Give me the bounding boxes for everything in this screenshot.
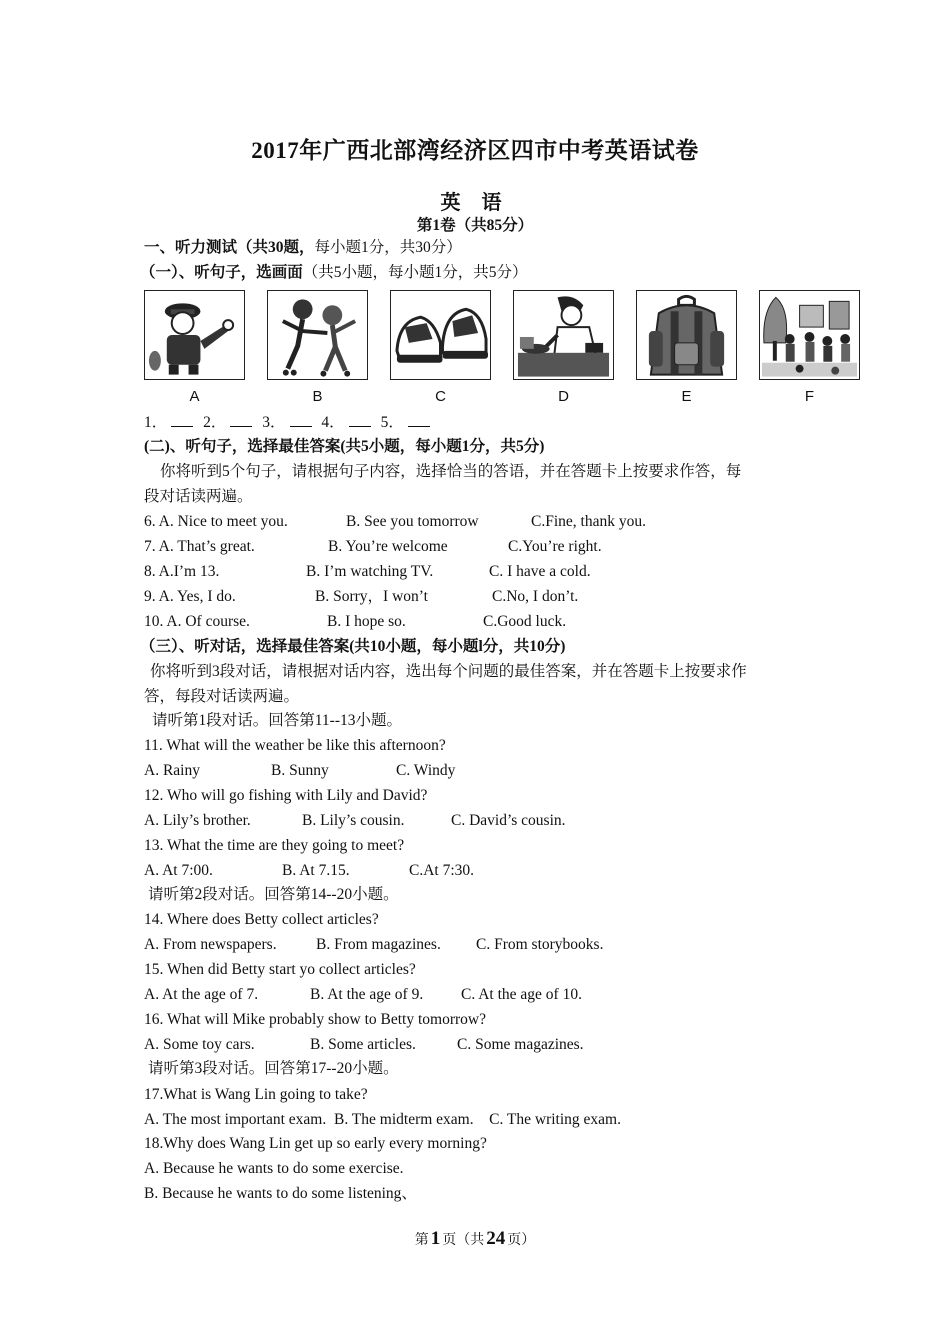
sec3-heading	[140, 637, 565, 657]
q10-option-c: C.Good luck.	[483, 613, 567, 630]
q14-option-b: B. From magazines.	[316, 936, 441, 953]
question-9	[144, 587, 578, 607]
picture-a	[144, 290, 245, 380]
picture-c	[390, 290, 491, 380]
q8-option-a: 8. A.I’m 13.	[144, 563, 220, 580]
question-18: 18.Why does Wang Lin get up so early every morning?	[144, 1135, 487, 1152]
picture-e	[636, 290, 737, 380]
q8-option-b: B. I’m watching TV.	[306, 563, 434, 580]
boy-cooking-icon	[514, 291, 613, 379]
q6-option-b: B. See you tomorrow	[346, 513, 479, 530]
sec3-heading-part3: 分，共	[482, 638, 530, 655]
q11-option-b: B. Sunny	[271, 762, 329, 779]
sec1-heading	[140, 263, 528, 283]
sec3-heading-count: 10	[369, 638, 386, 655]
question-17: 17.What is Wang Lin going to take?	[144, 1086, 368, 1103]
q18-option-a: A. Because he wants to do some exercise.	[144, 1160, 404, 1177]
picture-b	[267, 290, 368, 380]
sec2-instruction-1: 你将听到5个句子，请根据句子内容，选择恰当的答语，并在答题卡上按要求作答，每	[160, 463, 742, 480]
q12-option-c: C. David’s cousin.	[451, 812, 566, 829]
q15-option-c: C. At the age of 10.	[461, 986, 582, 1003]
question-13-options	[144, 861, 474, 881]
answer-blanks	[144, 412, 436, 433]
question-11: 11. What will the weather be like this afternoon?	[144, 737, 446, 754]
q13-option-a: A. At 7:00.	[144, 862, 213, 879]
question-13: 13. What the time are they going to meet?	[144, 837, 405, 854]
question-16: 16. What will Mike probably show to Betty tomorrow?	[144, 1011, 486, 1028]
subject-heading: 英 语	[440, 192, 510, 214]
blank-2[interactable]	[230, 412, 252, 427]
q12-option-b: B. Lily’s cousin.	[302, 812, 405, 829]
question-17-options: A. The most important exam. B. The midterm exam. C. The writing exam.	[144, 1111, 621, 1128]
part1-heading-bold: 一、听力测试（共30题，	[144, 239, 315, 256]
sec3-heading-total: 10	[529, 638, 545, 655]
question-16-options	[144, 1035, 584, 1055]
q16-option-b: B. Some articles.	[310, 1036, 416, 1053]
footer-post: 页）	[507, 1233, 536, 1248]
part1-heading-rest: 每小题1分，共30分）	[314, 239, 462, 256]
picture-label-d: D	[558, 388, 569, 405]
question-10	[144, 612, 566, 632]
q10-option-a: 10. A. Of course.	[144, 613, 250, 630]
question-11-options	[144, 761, 455, 781]
footer-total-pages: 24	[486, 1228, 506, 1249]
volume-heading: 第1卷（共85分）	[416, 217, 534, 234]
q16-option-c: C. Some magazines.	[457, 1036, 584, 1053]
picture-f	[759, 290, 860, 380]
blank-label-1: 1．	[144, 414, 168, 431]
dialogue-2-intro: 请听第2段对话。回答第14--20小题。	[148, 886, 399, 903]
q18-option-b: B. Because he wants to do some listening、	[144, 1185, 417, 1202]
footer-mid: 页（共	[442, 1233, 485, 1248]
picture-row	[144, 290, 862, 410]
q13-option-b: B. At 7.15.	[282, 862, 350, 879]
sec1-heading-bold: （一）、听句子，选画面	[140, 264, 303, 281]
roller-skaters-icon	[268, 291, 367, 379]
q16-option-a: A. Some toy cars.	[144, 1036, 255, 1053]
page-footer	[0, 1228, 950, 1250]
sneakers-icon	[391, 291, 490, 379]
picture-d	[513, 290, 614, 380]
q11-option-a: A. Rainy	[144, 762, 200, 779]
q10-option-b: B. I hope so.	[327, 613, 406, 630]
question-14: 14. Where does Betty collect articles?	[144, 911, 379, 928]
q9-option-a: 9. A. Yes, I do.	[144, 588, 236, 605]
sec1-heading-rest: （共5小题，每小题1分，共5分）	[302, 264, 528, 281]
question-15-options	[144, 985, 582, 1005]
q15-option-b: B. At the age of 9.	[310, 986, 424, 1003]
q9-option-b: B. Sorry，I won’t	[315, 588, 428, 605]
q7-option-a: 7. A. That’s great.	[144, 538, 255, 555]
q14-option-c: C. From storybooks.	[476, 936, 604, 953]
picture-label-a: A	[189, 388, 200, 405]
q14-option-a: A. From newspapers.	[144, 936, 277, 953]
picture-label-c: C	[435, 388, 446, 405]
q12-option-a: A. Lily’s brother.	[144, 812, 251, 829]
crowd-picnic-icon	[760, 291, 859, 379]
q9-option-c: C.No, I don’t.	[492, 588, 579, 605]
question-15: 15. When did Betty start yo collect articles?	[144, 961, 416, 978]
question-14-options	[144, 935, 603, 955]
dialogue-3-intro: 请听第3段对话。回答第17--20小题。	[148, 1060, 399, 1077]
question-8	[144, 562, 591, 582]
question-6	[144, 512, 646, 532]
q13-option-c: C.At 7:30.	[409, 862, 475, 879]
backpack-icon	[637, 291, 736, 379]
exam-title: 2017年广西北部湾经济区四市中考英语试卷	[251, 138, 699, 163]
footer-pre: 第	[414, 1233, 429, 1248]
policeman-icon	[145, 291, 244, 379]
sec3-heading-part2: 小题，每小题	[385, 638, 479, 655]
sec3-heading-part1: （三）、听对话，选择最佳答案(共	[140, 638, 370, 655]
q8-option-c: C. I have a cold.	[489, 563, 591, 580]
q11-option-c: C. Windy	[396, 762, 456, 779]
q7-option-b: B. You’re welcome	[328, 538, 448, 555]
part1-heading	[144, 238, 462, 258]
q15-option-a: A. At the age of 7.	[144, 986, 259, 1003]
sec3-heading-part4: 分)	[544, 638, 566, 655]
question-12-options	[144, 811, 566, 831]
picture-label-f: F	[804, 388, 815, 405]
q6-option-c: C.Fine, thank you.	[531, 513, 646, 530]
sec3-heading-score: l	[478, 638, 483, 655]
blank-1[interactable]	[171, 412, 193, 427]
sec2-instruction-2: 段对话读两遍。	[144, 488, 253, 505]
question-12: 12. Who will go fishing with Lily and David?	[144, 787, 428, 804]
blank-label-5: 5．	[380, 414, 404, 431]
q6-option-a: 6. A. Nice to meet you.	[144, 513, 288, 530]
sec3-instruction-2: 答，每段对话读两遍。	[144, 688, 300, 705]
blank-label-3: 3．	[262, 414, 286, 431]
blank-3[interactable]	[290, 412, 312, 427]
picture-label-e: E	[681, 388, 692, 405]
blank-label-2: 2．	[203, 414, 227, 431]
sec2-heading: (二)、听句子，选择最佳答案(共5小题，每小题1分，共5分)	[144, 438, 545, 455]
dialogue-1-intro: 请听第1段对话。回答第11--13小题。	[152, 712, 402, 729]
picture-label-b: B	[312, 388, 323, 405]
blank-label-4: 4．	[321, 414, 345, 431]
blank-4[interactable]	[349, 412, 371, 427]
blank-5[interactable]	[408, 412, 430, 427]
footer-page-number: 1	[430, 1228, 441, 1249]
q7-option-c: C.You’re right.	[508, 538, 602, 555]
question-7	[144, 537, 602, 557]
sec3-instruction-1: 你将听到3段对话，请根据对话内容，选出每个问题的最佳答案，并在答题卡上按要求作	[150, 663, 747, 680]
